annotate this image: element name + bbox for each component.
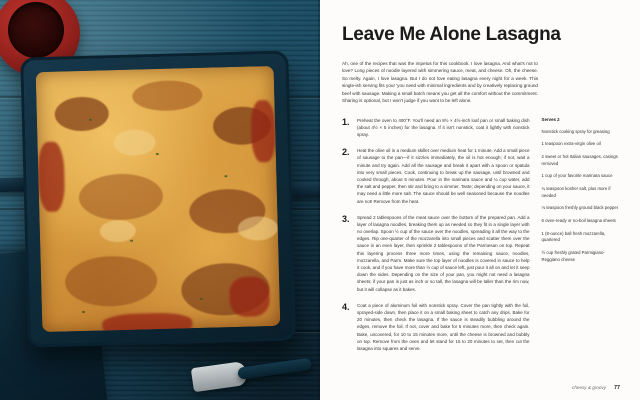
serves-label: Serves 2: [541, 116, 560, 122]
step-number: 3.: [342, 213, 350, 224]
tomato-sauce-edge: [102, 312, 193, 332]
herb-fleck: [130, 240, 133, 242]
ingredients-column: [542, 117, 620, 361]
herb-fleck: [89, 119, 92, 121]
tomato-sauce-edge: [37, 141, 65, 212]
melted-cheese-highlight: [237, 216, 278, 241]
recipe-columns: [342, 117, 620, 361]
herb-fleck: [82, 311, 85, 313]
page-title: Leave Me Alone Lasagna: [342, 24, 561, 45]
step-text: Preheat the oven to 400°F. You'll need an 8½ × 4½-inch loaf pan or small baking dish (about 4½ × 5 inches) for the lasagna. If it isn't nonstick, coat it lightly with nonstick spray.: [357, 117, 530, 137]
spatula-handle: [237, 358, 312, 380]
baking-dish: [20, 51, 295, 348]
cheese-browning-spot: [132, 80, 203, 112]
cheese-browning-spot: [64, 255, 157, 307]
step-number: 1.: [342, 116, 350, 127]
list-item: Nonstick cooking spray for greasing: [541, 128, 610, 134]
list-item: ¼ teaspoon kosher salt, plus more if needed: [541, 185, 611, 198]
list-item: ⅛ teaspoon freshly ground black pepper: [541, 205, 619, 211]
list-item: 1 (8-ounce) ball fresh mozzarella, quartered: [541, 230, 606, 243]
tomato-sauce-edge: [250, 100, 276, 163]
cheese-browning-spot: [54, 96, 109, 131]
page-footer: [342, 385, 620, 391]
cheese-browning-spot: [78, 173, 163, 221]
tomato-sauce-edge: [229, 276, 270, 317]
step-text: Coat a piece of aluminum foil with nonstick spray. Cover the pan tightly with the foil, sprayed-side down, then place it on a small baking sheet to catch any drips. Bake for 20 minutes, then check the lasagna. If the sauce is steadily bubbling around the edges, remove the foil. If not, cover and bake for 5 minutes more, then check again. Bake, uncovered, for 10 to 15 minutes more, until the cheese is browned and bubbly on top. Remove from the oven and let stand for 15 to 20 minutes to set, then cut the lasagna into squares and serve.: [357, 302, 530, 351]
step-text: Heat the olive oil in a medium skillet over medium heat for 1 minute. Add a small piece of sausage to the pan—if it sizzles immediately, the oil is hot enough; if not, wait a minute and try again. Add all the sausage and break it apart with a spoon or spatula into very small pieces. Cook, continuing to break up the sausage, until browned and cooked through, about 5 minutes. Pour in the marinara sauce and ¼ cup water, add the salt and pepper, then stir and bring to a simmer. Taste; depending on your sauce, it may need a little more salt. The sauce should be well seasoned because the noodles are not! Remove from the heat.: [357, 148, 530, 204]
recipe-instructions: [342, 117, 530, 361]
melted-cheese-highlight: [113, 129, 156, 156]
mug-interior: [8, 2, 64, 58]
herb-fleck: [156, 153, 159, 155]
list-item: 1 cup of your favorite marinara sauce: [541, 173, 613, 179]
recipe-text-page: [320, 0, 640, 400]
list-item: 6 oven-ready or no-boil lasagna sheets: [541, 217, 616, 223]
herb-fleck: [224, 175, 227, 177]
list-item: [342, 147, 530, 205]
recipe-headnote: Ah, one of the recipes that was the impetus for this cookbook. I love lasagna. And what's not to love? Long pieces of noodle layered with simmering sauce, meat, and cheese. Oh, the cheese. So melty. Again, I love lasagna. But I do not love eating lasagna every night for a week. This single-ish serving fits your 'you need with minimal ingredients and by creatively replacing ground beef with sausage. Making a small batch means you get all the comfort without the commitment. Sharing is optional, but I won't judge if you want to be left alone.: [342, 61, 538, 104]
list-item: 2 sweet or hot Italian sausages, casings removed: [541, 153, 618, 166]
step-text: Spread 2 tablespoons of the meat sauce over the bottom of the prepared pan. Add a layer of lasagna noodles, breaking them up as needed so they fit in a single layer with no overlap. Spoon ½ cup of the sauce over the noodles, spreading it all the way to the edges. Rip one-quarter of the mozzarella into small pieces and scatter them over the sauce in an even layer, then sprinkle 2 tablespoons of the Parmesan on top. Repeat this layering process three more times, using the remaining sauce, noodles, mozzarella, and Parm. Make sure the top layer of noodles is covered in sauce to help it cook, and if you have more than ½ cup of sauce left, just pour it all on and let it seep down the sides. Depending on the size of your pan, you might not need a lasagna sheets; if your pan is just as inch or so tall, the lasagna will be taller than the rim now, but it will collapse as it bakes.: [357, 214, 530, 292]
step-number: 4.: [342, 301, 350, 312]
ingredients-list: [542, 129, 620, 264]
list-item: [342, 117, 530, 139]
list-item: [342, 302, 530, 352]
baking-dish-body: [20, 51, 295, 348]
list-item: [342, 214, 530, 293]
list-item: ½ cup freshly grated Parmigiano-Reggiano cheese: [541, 249, 605, 262]
list-item: 1 teaspoon extra-virgin olive oil: [541, 141, 601, 147]
steps-list: [342, 117, 530, 352]
herb-fleck: [200, 298, 203, 300]
step-number: 2.: [342, 147, 350, 158]
chapter-label: cheesy & groovy: [572, 385, 606, 390]
page-number: 77: [614, 385, 620, 391]
baked-lasagna: [36, 66, 281, 332]
